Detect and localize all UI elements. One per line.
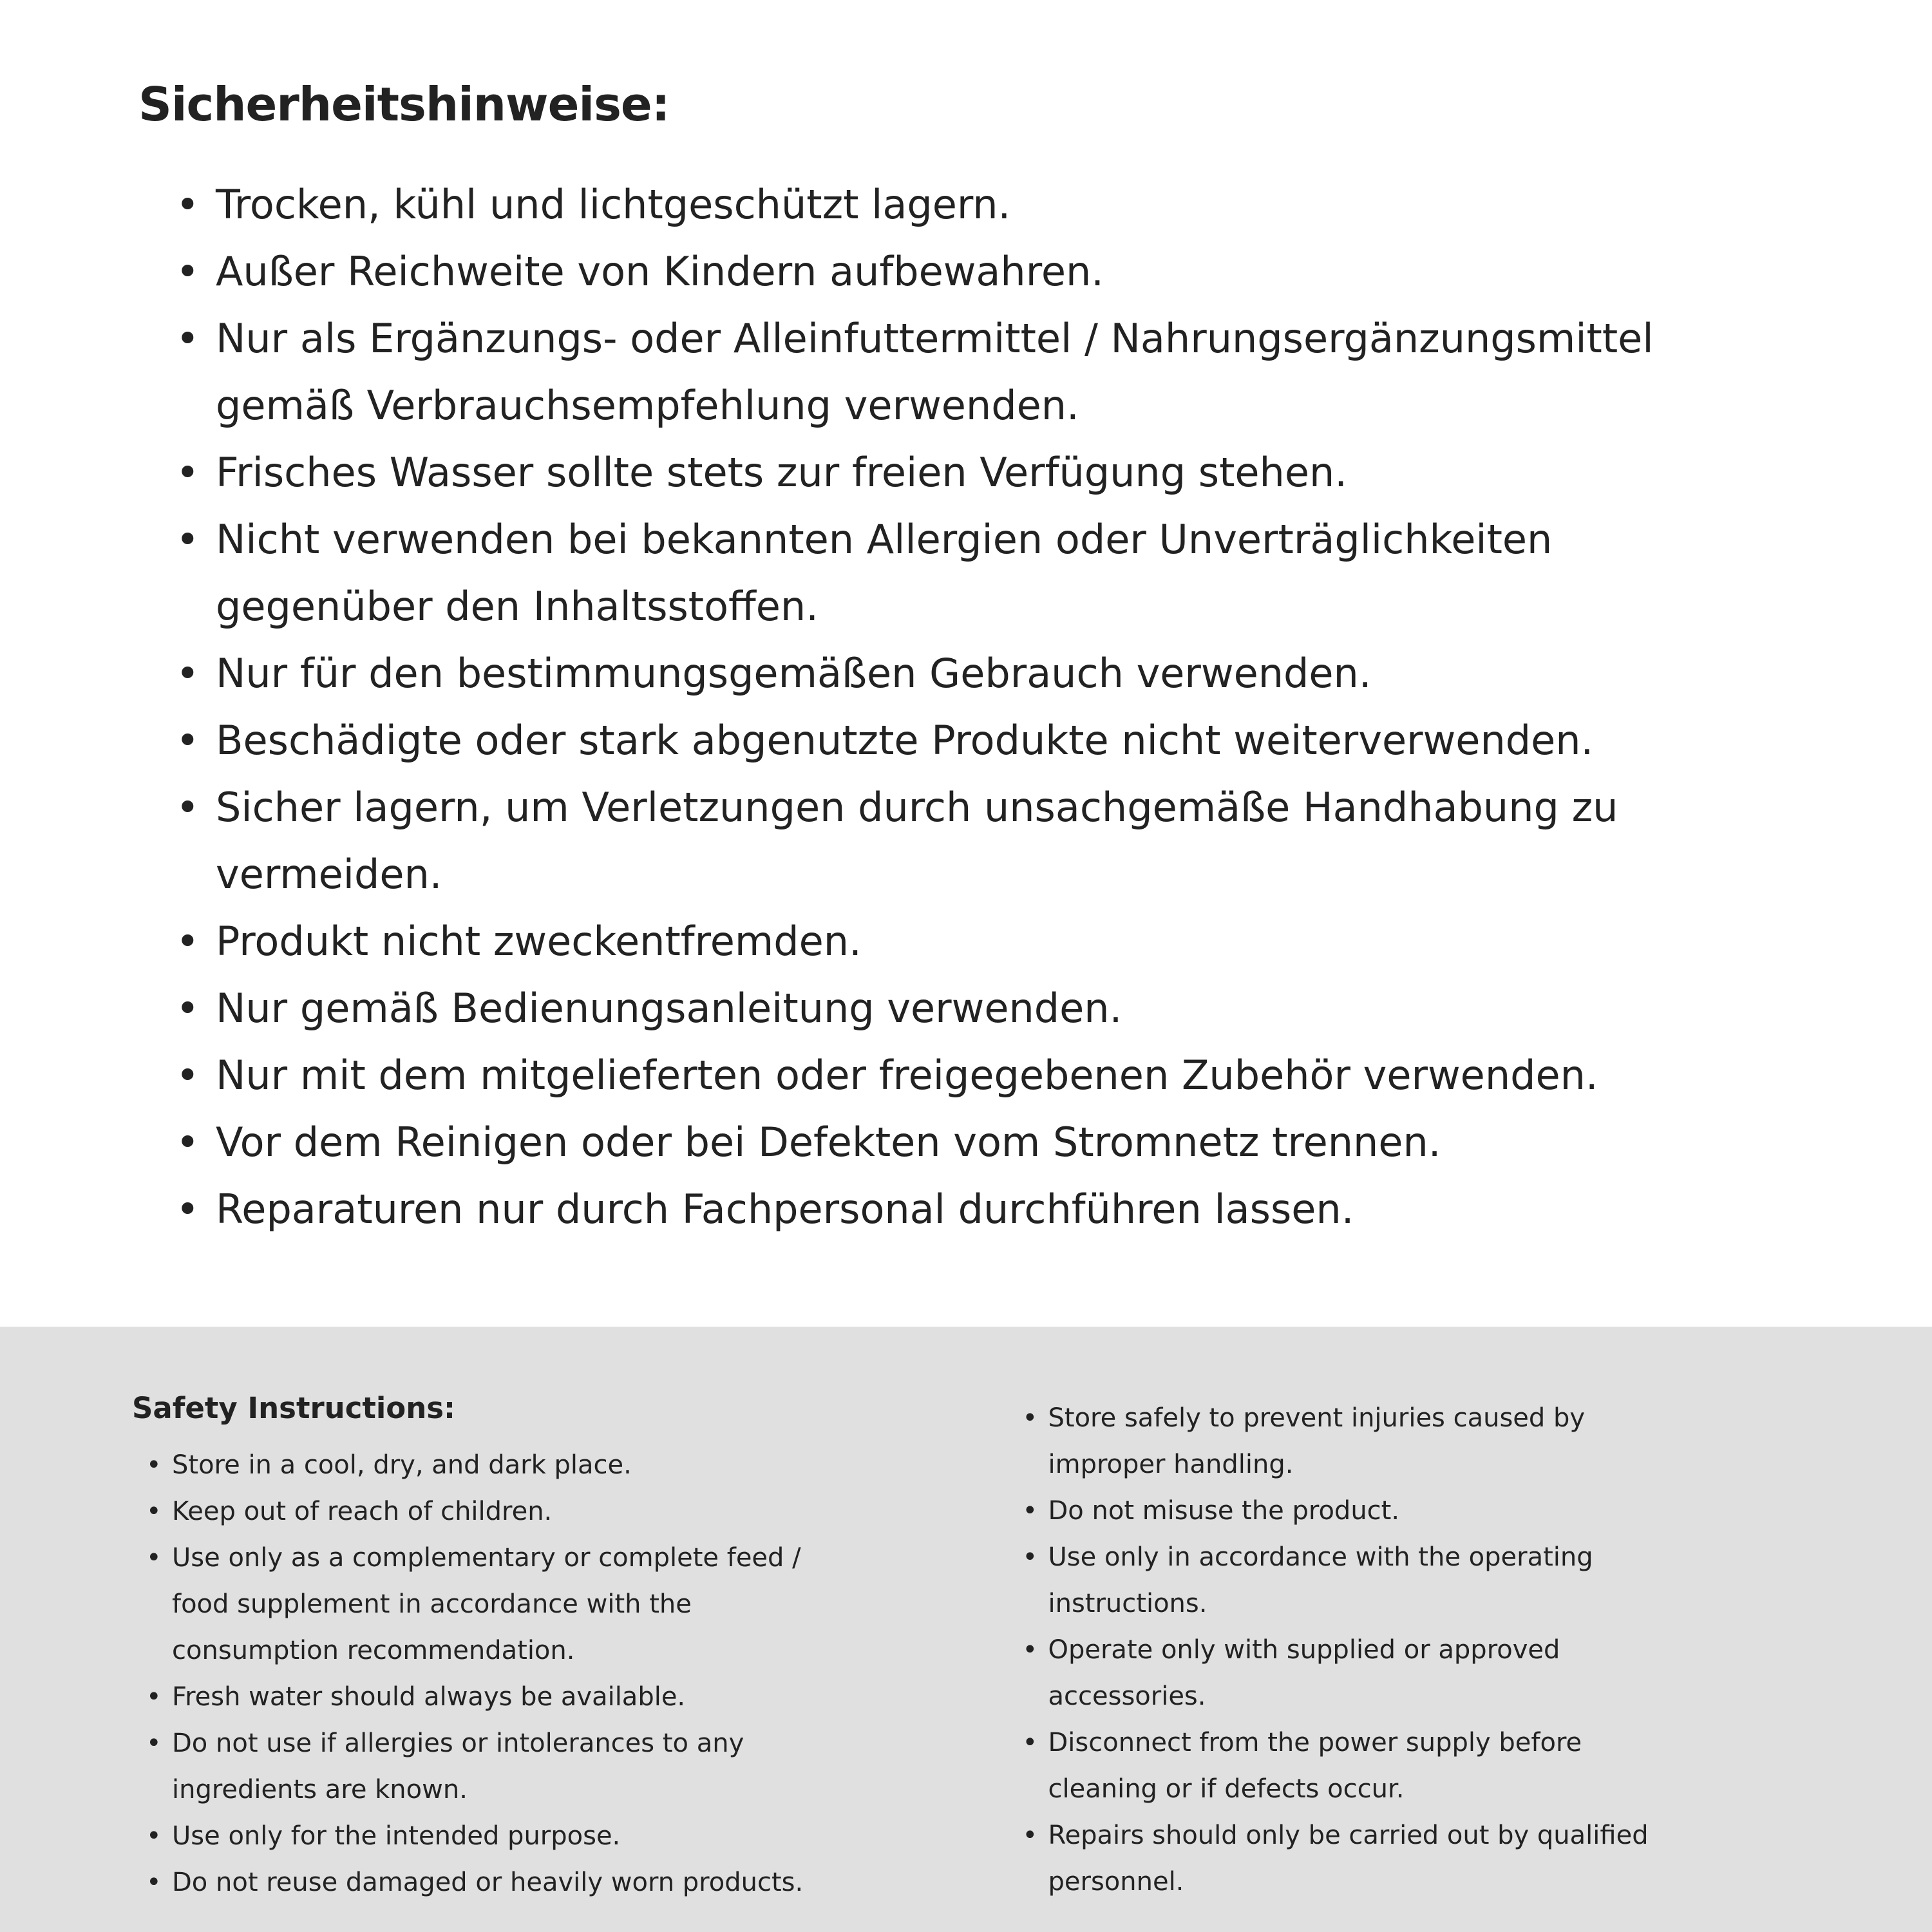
list-item: • Frisches Wasser sollte stets zur freien Verfügung stehen. [176, 439, 1716, 506]
list-item: • Store in a cool, dry, and dark place. [146, 1442, 835, 1488]
list-item: • Außer Reichweite von Kindern aufbewahren. [176, 238, 1716, 305]
list-item: • Fresh water should always be available. [146, 1674, 835, 1720]
list-item: • Beschädigte oder stark abgenutzte Produkte nicht weiterverwenden. [176, 707, 1716, 774]
list-item: • Nur gemäß Bedienungsanleitung verwenden. [176, 975, 1716, 1042]
english-left-column [132, 1391, 933, 1906]
list-item: • Repairs should only be carried out by qualified personnel. [1023, 1812, 1673, 1905]
list-item: • Vor dem Reinigen oder bei Defekten vom Stromnetz trennen. [176, 1109, 1716, 1176]
list-item: • Do not misuse the product. [1023, 1488, 1673, 1534]
list-item: • Do not use if allergies or intolerances to any ingredients are known. [146, 1720, 835, 1813]
list-item: • Nicht verwenden bei bekannten Allergien oder Unverträglichkeiten gegenüber den Inhaltsstoffen. [176, 506, 1716, 640]
english-right-list [1023, 1395, 1673, 1905]
list-item: • Sicher lagern, um Verletzungen durch unsachgemäße Handhabung zu vermeiden. [176, 774, 1716, 908]
list-item: • Use only for the intended purpose. [146, 1813, 835, 1859]
list-item: • Do not reuse damaged or heavily worn products. [146, 1859, 835, 1906]
list-item: • Disconnect from the power supply before cleaning or if defects occur. [1023, 1719, 1673, 1812]
list-item: • Keep out of reach of children. [146, 1488, 835, 1535]
list-item: • Use only in accordance with the operating instructions. [1023, 1534, 1673, 1627]
english-safety-section [0, 1327, 1932, 1932]
list-item: • Nur für den bestimmungsgemäßen Gebrauch verwenden. [176, 640, 1716, 707]
list-item: • Operate only with supplied or approved accessories. [1023, 1627, 1673, 1719]
german-section-title: Sicherheitshinweise: [138, 77, 670, 131]
list-item: • Nur als Ergänzungs- oder Alleinfuttermittel / Nahrungsergänzungsmittel gemäß Verbrauchsempfehlung verwenden. [176, 305, 1716, 439]
english-section-title: Safety Instructions: [132, 1391, 456, 1425]
list-item: • Store safely to prevent injuries caused by improper handling. [1023, 1395, 1673, 1488]
list-item: • Use only as a complementary or complete feed / food supplement in accordance with the consumption recommendation. [146, 1535, 835, 1674]
list-item: • Nur mit dem mitgelieferten oder freigegebenen Zubehör verwenden. [176, 1042, 1716, 1109]
list-item: • Produkt nicht zweckentfremden. [176, 908, 1716, 975]
english-right-column [1023, 1391, 1823, 1905]
german-safety-list [138, 171, 1716, 1243]
english-left-list [146, 1442, 835, 1906]
list-item: • Trocken, kühl und lichtgeschützt lagern. [176, 171, 1716, 238]
list-item: • Reparaturen nur durch Fachpersonal durchführen lassen. [176, 1176, 1716, 1243]
